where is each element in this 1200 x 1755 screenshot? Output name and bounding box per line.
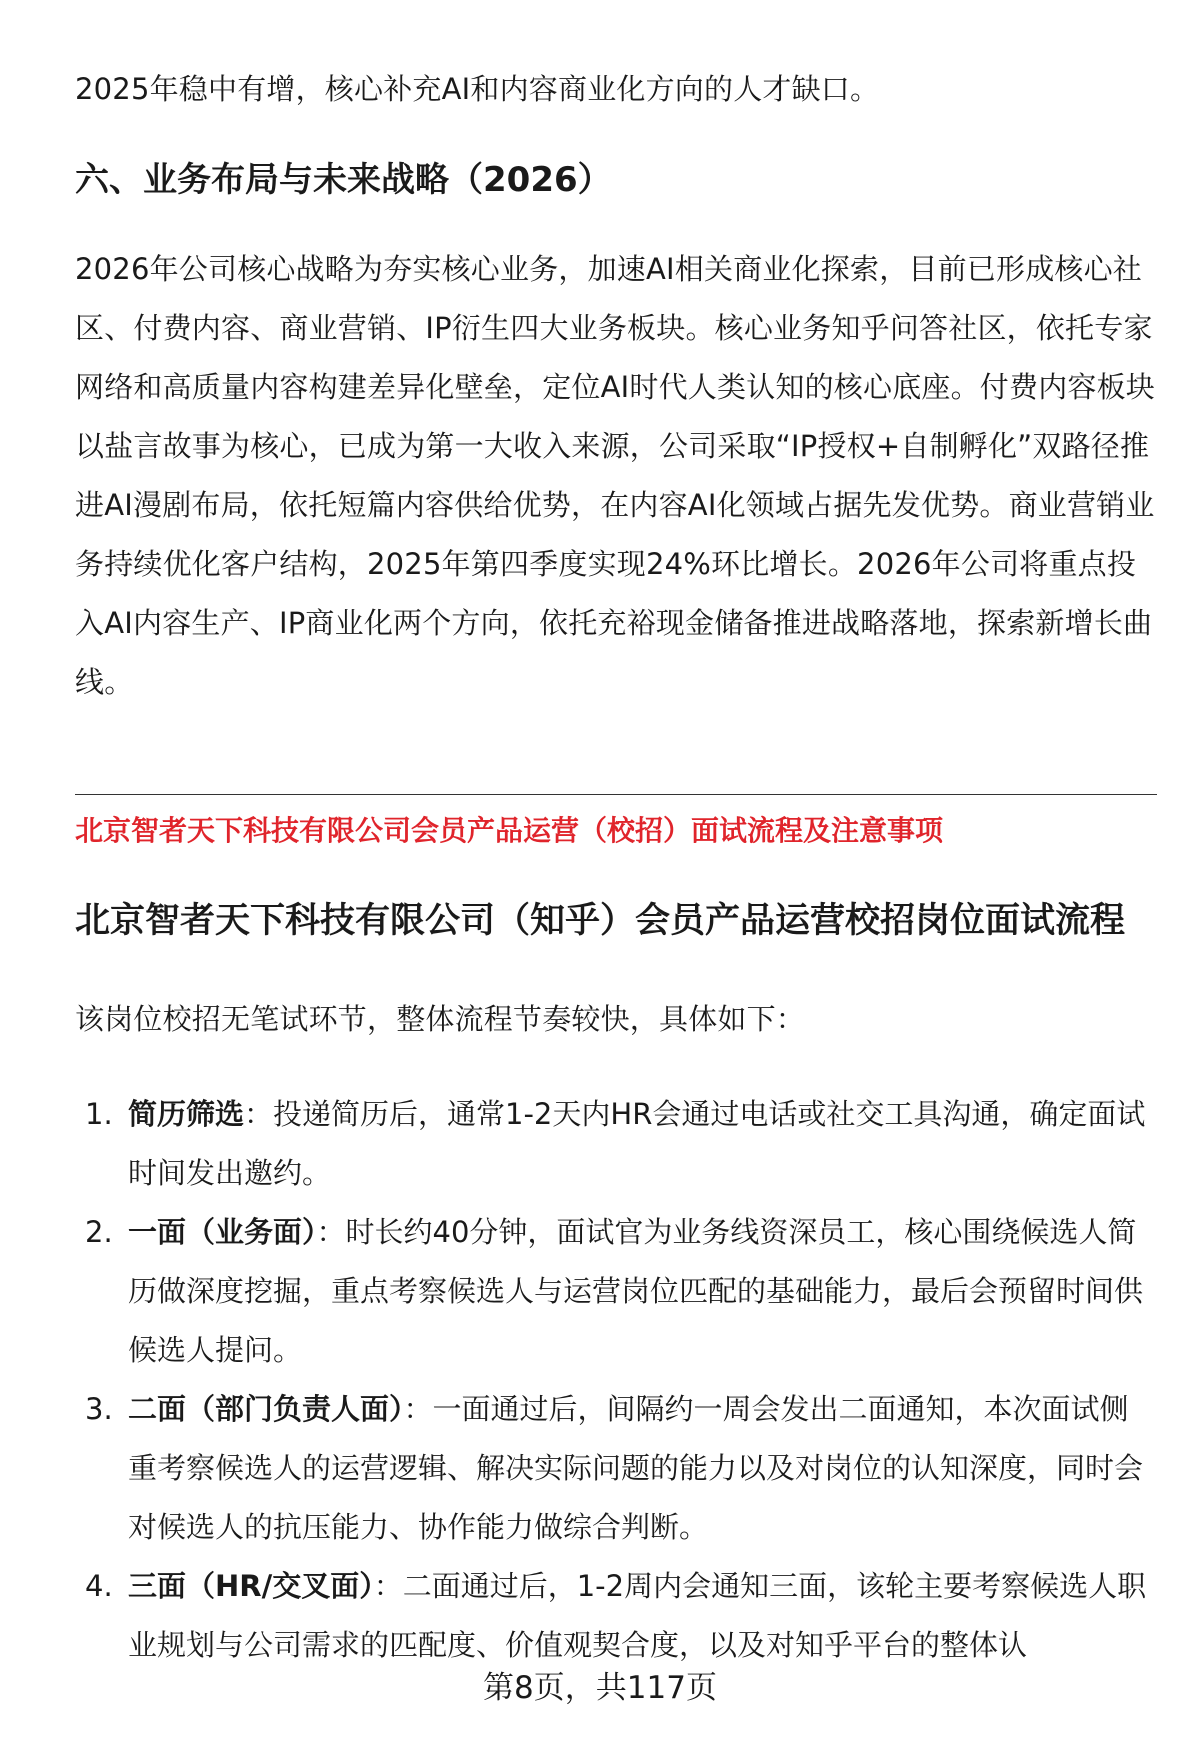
step-content (128, 1097, 1145, 1190)
step-content (128, 1215, 1143, 1367)
intro-tail-paragraph: 2025年稳中有增，核心补充AI和内容商业化方向的人才缺口。 (75, 72, 880, 106)
process-title: 北京智者天下科技有限公司（知乎）会员产品运营校招岗位面试流程 (75, 901, 1126, 941)
step-number: 3. (85, 1392, 113, 1426)
red-section-title: 北京智者天下科技有限公司会员产品运营（校招）面试流程及注意事项 (75, 814, 944, 847)
step-description: ：投递简历后，通常1-2天内HR会通过电话或社交工具沟通，确定面试时间发出邀约。 (128, 1097, 1146, 1190)
step-title: 二面（部门负责人面） (128, 1392, 404, 1426)
step-description: ：时长约40分钟，面试官为业务线资深员工，核心围绕候选人简历做深度挖掘，重点考察候选人与运营岗位匹配的基础能力，最后会预留时间供候选人提问。 (128, 1215, 1144, 1367)
list-item (75, 1085, 1157, 1203)
strategy-paragraph: 2026年公司核心战略为夯实核心业务，加速AI相关商业化探索，目前已形成核心社区、付费内容、商业营销、IP衍生四大业务板块。核心业务知乎问答社区，依托专家网络和高质量内容构建差异化壁垒，定位AI时代人类认知的核心底座。付费内容板块以盐言故事为核心，已成为第一大收入来源，公司采取“IP授权+自制孵化”双路径推进AI漫剧布局，依托短篇内容供给优势，在内容AI化领域占据先发优势。商业营销业务持续优化客户结构，2025年第四季度实现24%环比增长。2026年公司将重点投入AI内容生产、IP商业化两个方向，依托充裕现金储备推进战略落地，探索新增长曲线。 (75, 252, 1155, 699)
step-description: ：二面通过后，1-2周内会通知三面，该轮主要考察候选人职业规划与公司需求的匹配度、价值观契合度，以及对知乎平台的整体认 (128, 1569, 1147, 1662)
section-divider (75, 794, 1157, 795)
step-content (128, 1569, 1146, 1662)
step-number: 4. (85, 1569, 113, 1603)
step-title: 一面（业务面） (128, 1215, 317, 1249)
step-number: 2. (85, 1215, 113, 1249)
list-item (75, 1203, 1157, 1380)
list-item (75, 1557, 1157, 1675)
step-content (128, 1392, 1143, 1544)
step-description: ：一面通过后，间隔约一周会发出二面通知，本次面试侧重考察候选人的运营逻辑、解决实际问题的能力以及对岗位的认知深度，同时会对候选人的抗压能力、协作能力做综合判断。 (128, 1392, 1144, 1544)
list-item (75, 1380, 1157, 1557)
step-title: 三面（HR/交叉面） (128, 1569, 374, 1603)
process-intro-paragraph: 该岗位校招无笔试环节，整体流程节奏较快，具体如下： (75, 1002, 806, 1036)
interview-steps-list (75, 1085, 1157, 1675)
section-six-heading: 六、业务布局与未来战略（2026） (75, 160, 612, 200)
step-number: 1. (85, 1097, 113, 1131)
document-page (75, 0, 1157, 1755)
step-title: 简历筛选 (128, 1097, 245, 1131)
page-footer: 第8页，共117页 (483, 1670, 717, 1706)
